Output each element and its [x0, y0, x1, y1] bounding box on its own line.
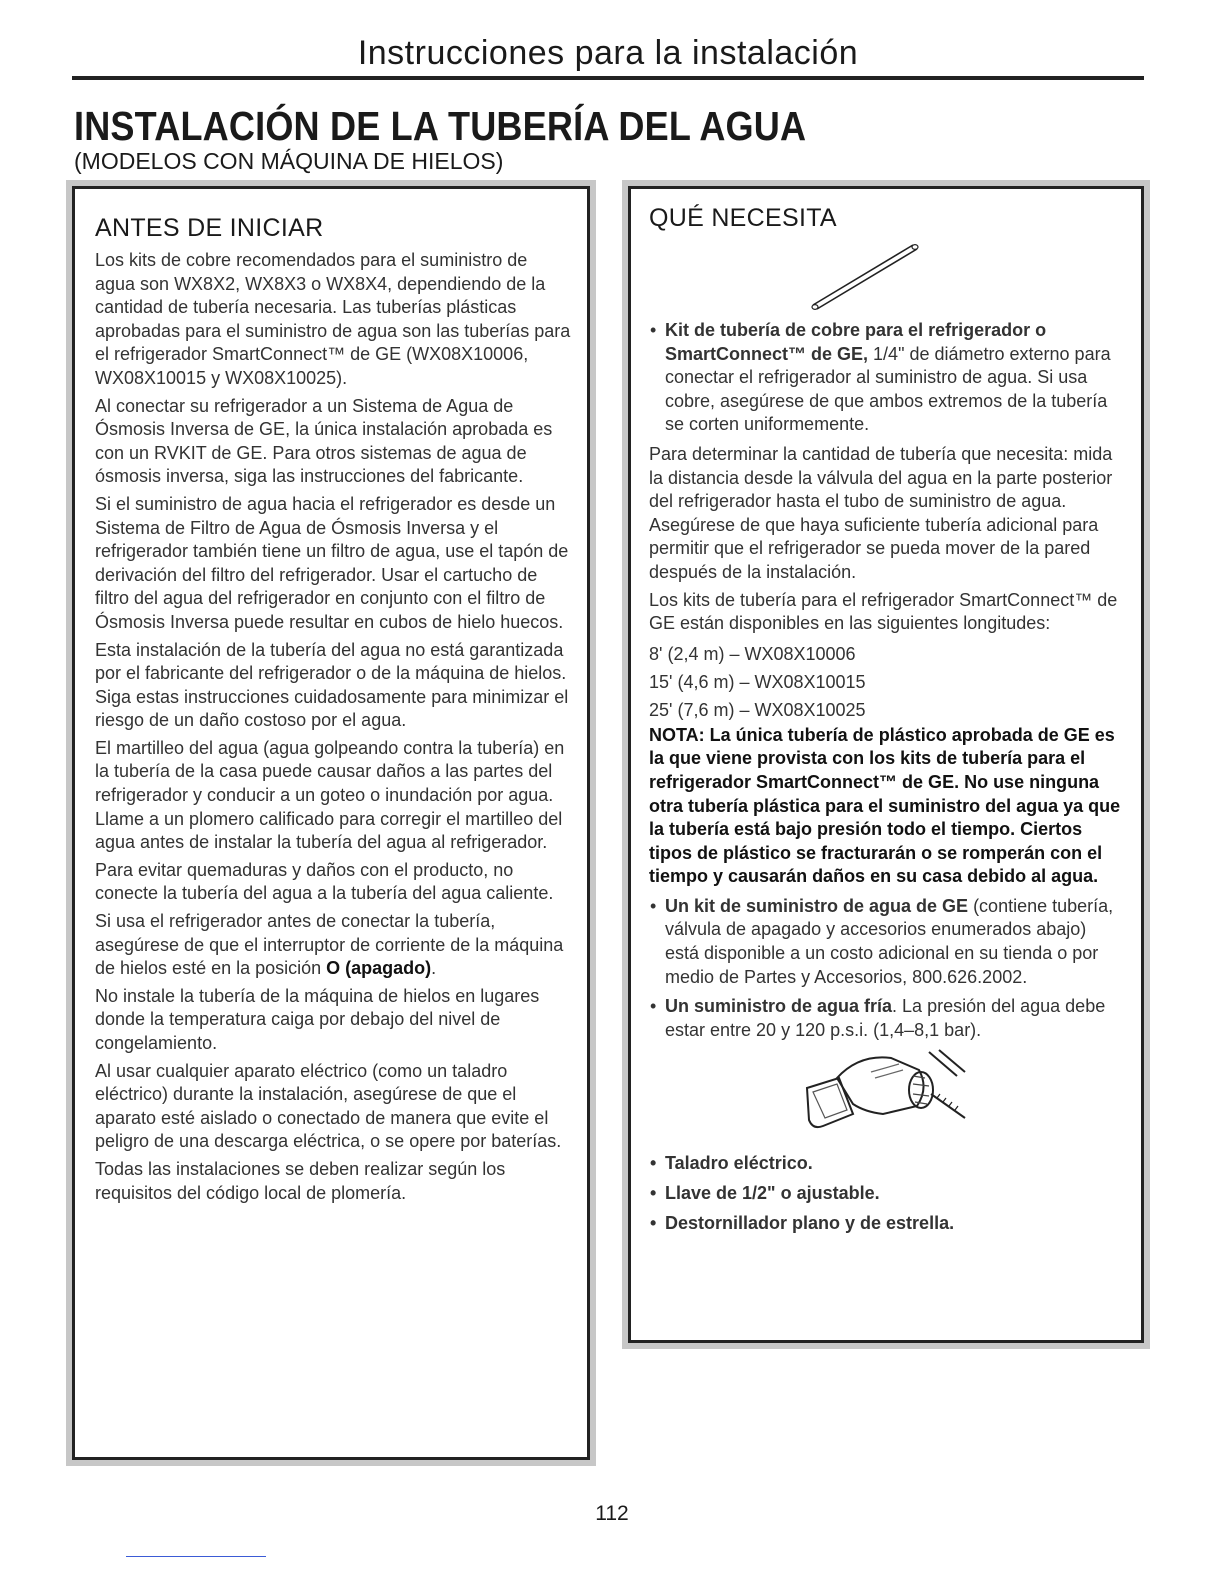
before-paragraph-2: Al conectar su refrigerador a un Sistema de Agua de Ósmosis Inversa de GE, la única instalación aprobada es con un RVKIT de GE. Para otros sistemas de agua de ósmosis inversa, siga las instrucciones del fabricante.	[95, 395, 553, 487]
drill-illustration	[779, 1048, 969, 1148]
bullet-dot: •	[650, 1212, 657, 1233]
before-paragraph-4: Esta instalación de la tubería del agua no está garantizada por el fabricante del refrigerador o de la máquina de hielos. Siga estas instrucciones cuidadosamente para minimizar el riesgo de un daño costoso por el agua.	[95, 639, 569, 731]
length-25ft: 25' (7,6 m) – WX08X10025	[649, 699, 866, 720]
before-paragraph-7-end: .	[431, 958, 437, 979]
tool-wrench	[649, 1182, 1125, 1206]
bullet-dot: •	[650, 1183, 657, 1204]
copper-kit-label: Kit de tubería de cobre para el refrigerador o SmartConnect™ de GE,	[665, 320, 1047, 364]
cold-water-item	[649, 995, 1125, 1042]
tool-wrench-label: Llave de 1/2" o ajustable.	[665, 1183, 880, 1204]
before-paragraph-6: Para evitar quemaduras y daños con el producto, no conecte la tubería del agua a la tubería del agua caliente.	[95, 859, 554, 904]
bullet-dot: •	[650, 895, 657, 916]
water-supply-kit-text: (contiene tubería, válvula de apagado y accesorios enumerados abajo) está disponible a un costo adicional en su tienda o por medio de Partes y Accesorios, 800.626.2002.	[665, 895, 1114, 987]
before-title: ANTES DE INICIAR	[95, 214, 324, 242]
before-paragraph-9: Al usar cualquier aparato eléctrico (como un taladro eléctrico) durante la instalación, asegúrese de que el aparato esté aislado o conectado de manera que evite el peligro de una descarga eléctrica, o se opere por baterías.	[95, 1060, 562, 1152]
header-rule	[72, 76, 1144, 80]
before-paragraph-8: No instale la tubería de la máquina de hielos en lugares donde la temperatura caiga por debajo del nivel de congelamiento.	[95, 985, 540, 1053]
water-supply-kit-label: Un kit de suministro de agua de GE	[665, 895, 969, 916]
cold-water-label: Un suministro de agua fría	[665, 996, 893, 1017]
footer-line	[126, 1556, 266, 1557]
what-you-need-box	[628, 186, 1144, 1343]
before-paragraph-1: Los kits de cobre recomendados para el suministro de agua son WX8X2, WX8X3 o WX8X4, dependiendo de la cantidad de tubería necesaria. Las tuberías plásticas aprobadas para el suministro de agua son las tuberías para el refrigerador SmartConnect™ de GE (WX08X10006, WX08X10015 y WX08X10025).	[95, 250, 571, 388]
before-paragraph-7-text: Si usa el refrigerador antes de conectar la tubería, asegúrese de que el interruptor de corriente de la máquina de hielos esté en la posición	[95, 911, 564, 979]
tubing-illustration	[809, 239, 919, 311]
section-subtitle: (MODELOS CON MÁQUINA DE HIELOS)	[74, 148, 504, 174]
before-paragraph-3: Si el suministro de agua hacia el refrigerador es desde un Sistema de Filtro de Agua de Ósmosis Inversa y el refrigerador también tiene un filtro de agua, use el tapón de derivación del filtro del refrigerador. Usar el cartucho de filtro del agua del refrigerador en conjunto con el filtro de Ósmosis Inversa puede resultar en cubos de hielo huecos.	[95, 493, 569, 632]
needs-title: QUÉ NECESITA	[649, 204, 837, 232]
tool-screwdriver	[649, 1212, 1125, 1236]
before-paragraph-10: Todas las instalaciones se deben realizar según los requisitos del código local de plomería.	[95, 1158, 506, 1203]
length-15ft: 15' (4,6 m) – WX08X10015	[649, 671, 866, 692]
measure-paragraph: Para determinar la cantidad de tubería que necesita: mida la distancia desde la válvula del agua en la parte posterior del refrigerador hasta el tubo de suministro de agua. Asegúrese de que haya suficiente tubería adicional para permitir que el refrigerador se pueda mover de la pared después de la instalación.	[649, 443, 1113, 582]
before-paragraph-5: El martilleo del agua (agua golpeando contra la tubería) en la tubería de la casa puede causar daños a las partes del refrigerador y conducir a un goteo o inundación por agua. Llame a un plomero calificado para corregir el martilleo del agua antes de instalar la tubería del agua al refrigerador.	[95, 737, 565, 853]
before-you-begin-box	[72, 186, 590, 1460]
copper-kit-item	[649, 319, 1125, 437]
tool-screwdriver-label: Destornillador plano y de estrella.	[665, 1212, 955, 1233]
tool-drill-label: Taladro eléctrico.	[665, 1153, 813, 1174]
tool-drill	[649, 1152, 1125, 1176]
copper-kit-text: 1/4" de diámetro externo para conectar el refrigerador al suministro de agua. Si usa cobre, asegúrese de que ambos extremos de la tubería se corten uniformemente.	[665, 343, 1111, 435]
before-paragraph-7	[95, 910, 571, 981]
water-supply-kit-item	[649, 895, 1125, 989]
cold-water-text: . La presión del agua debe estar entre 20 y 120 p.s.i. (1,4–8,1 bar).	[665, 996, 1106, 1040]
page-number: 112	[595, 1502, 629, 1525]
page-header-title: Instrucciones para la instalación	[357, 34, 859, 72]
length-8ft: 8' (2,4 m) – WX08X10006	[649, 643, 856, 664]
bullet-dot: •	[650, 320, 657, 340]
off-position-label: O (apagado)	[326, 958, 432, 979]
bullet-dot: •	[650, 1153, 657, 1174]
kits-paragraph: Los kits de tubería para el refrigerador SmartConnect™ de GE están disponibles en las siguientes longitudes:	[649, 589, 1118, 634]
note-paragraph: NOTA: La única tubería de plástico aprobada de GE es la que viene provista con los kits de tubería para el refrigerador SmartConnect™ de GE. No use ninguna otra tubería plástica para el suministro del agua ya que la tubería está bajo presión todo el tiempo. Ciertos tipos de plástico se fracturarán o se romperán con el tiempo y causarán daños en su casa debido al agua.	[649, 724, 1121, 887]
bullet-dot: •	[650, 996, 657, 1017]
section-title: INSTALACIÓN DE LA TUBERÍA DEL AGUA	[74, 103, 807, 149]
